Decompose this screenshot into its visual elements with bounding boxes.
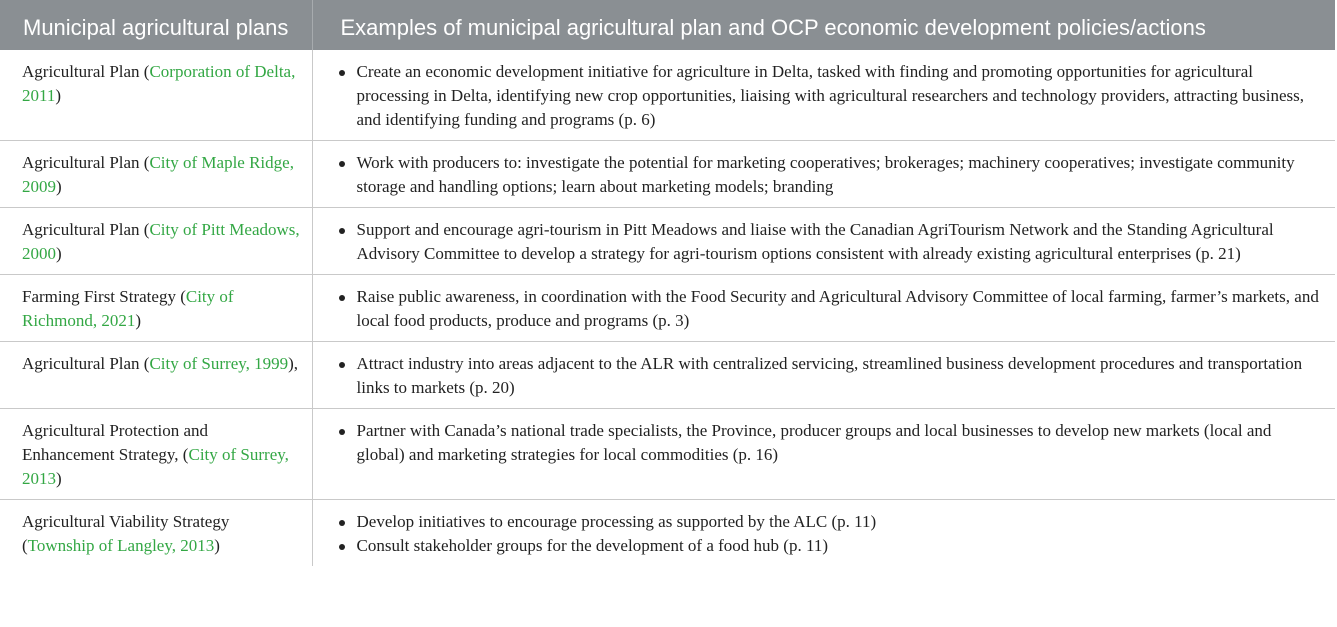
table-row bbox=[0, 409, 1335, 500]
actions-cell bbox=[312, 500, 1335, 567]
plan-name: Farming First Strategy ( bbox=[22, 287, 186, 306]
table-row bbox=[0, 500, 1335, 567]
table-row bbox=[0, 275, 1335, 342]
plan-suffix: ) bbox=[55, 86, 62, 105]
list-item bbox=[335, 510, 1322, 534]
plan-name: Agricultural Protection and Enhancement Strategy, ( bbox=[22, 421, 209, 464]
bullet-icon bbox=[339, 520, 345, 526]
action-text: Develop initiatives to encourage processing as supported by the ALC (p. 11) bbox=[356, 512, 877, 531]
actions-list bbox=[335, 352, 1322, 400]
list-item bbox=[335, 218, 1322, 266]
actions-cell bbox=[312, 275, 1335, 342]
bullet-icon bbox=[339, 362, 345, 368]
bullet-icon bbox=[339, 544, 345, 550]
table-row bbox=[0, 50, 1335, 141]
plan-suffix: ), bbox=[288, 354, 299, 373]
plan-cell bbox=[0, 342, 312, 409]
citation-link[interactable]: City of Surrey, 1999 bbox=[149, 354, 289, 373]
citation-link[interactable]: City of Richmond, 2021 bbox=[22, 287, 234, 330]
actions-list bbox=[335, 419, 1322, 467]
action-text: Partner with Canada’s national trade specialists, the Province, producer groups and local businesses to develop new markets (local and global) and marketing strategies for local commodities (p. 16) bbox=[356, 421, 1272, 464]
bullet-icon bbox=[339, 70, 345, 76]
bullet-icon bbox=[339, 228, 345, 234]
plan-name: Agricultural Plan ( bbox=[22, 220, 150, 239]
plan-cell bbox=[0, 50, 312, 141]
header-policies-actions: Examples of municipal agricultural plan and OCP economic development policies/actions bbox=[312, 0, 1335, 50]
list-item bbox=[335, 534, 1322, 558]
actions-list bbox=[335, 218, 1322, 266]
actions-cell bbox=[312, 141, 1335, 208]
list-item bbox=[335, 285, 1322, 333]
plan-cell bbox=[0, 275, 312, 342]
plan-suffix: ) bbox=[56, 469, 62, 488]
table-row bbox=[0, 141, 1335, 208]
actions-cell bbox=[312, 342, 1335, 409]
list-item bbox=[335, 151, 1322, 199]
actions-list bbox=[335, 510, 1322, 558]
action-text: Consult stakeholder groups for the development of a food hub (p. 11) bbox=[356, 536, 828, 555]
plan-cell bbox=[0, 208, 312, 275]
plan-name: Agricultural Viability Strategy ( bbox=[22, 512, 230, 555]
plan-suffix: ) bbox=[56, 177, 62, 196]
plan-name: Agricultural Plan ( bbox=[22, 354, 150, 373]
action-text: Support and encourage agri-tourism in Pitt Meadows and liaise with the Canadian AgriTourism Network and the Standing Agricultural Advisory Committee to develop a strategy for agri-tourism options consistent with already existing agricultural enterprises (p. 21) bbox=[356, 220, 1274, 263]
citation-link[interactable]: Corporation of Delta, 2011 bbox=[22, 62, 296, 105]
table-row bbox=[0, 208, 1335, 275]
citation-link[interactable]: City of Maple Ridge, 2009 bbox=[22, 153, 294, 196]
actions-list bbox=[335, 60, 1322, 132]
bullet-icon bbox=[339, 429, 345, 435]
actions-list bbox=[335, 151, 1322, 199]
action-text: Work with producers to: investigate the potential for marketing cooperatives; brokerages; machinery cooperatives; investigate community storage and handling options; learn about marketing models; branding bbox=[356, 153, 1295, 196]
plan-suffix: ) bbox=[135, 311, 142, 330]
bullet-icon bbox=[339, 161, 345, 167]
table-header-row bbox=[0, 0, 1335, 50]
list-item bbox=[335, 352, 1322, 400]
action-text: Attract industry into areas adjacent to the ALR with centralized servicing, streamlined business development procedures and transportation links to markets (p. 20) bbox=[356, 354, 1303, 397]
plan-cell bbox=[0, 500, 312, 567]
table-row bbox=[0, 342, 1335, 409]
citation-link[interactable]: City of Surrey, 2013 bbox=[22, 445, 289, 488]
actions-cell bbox=[312, 409, 1335, 500]
list-item bbox=[335, 60, 1322, 132]
plan-suffix: ) bbox=[214, 536, 220, 555]
plan-cell bbox=[0, 141, 312, 208]
header-municipal-plans: Municipal agricultural plans bbox=[0, 0, 312, 50]
action-text: Raise public awareness, in coordination with the Food Security and Agricultural Advisory Committee of local farming, farmer’s markets, and local food products, produce and programs (p. 3) bbox=[356, 287, 1319, 330]
citation-link[interactable]: City of Pitt Meadows, 2000 bbox=[22, 220, 300, 263]
plan-suffix: ) bbox=[56, 244, 62, 263]
plan-name: Agricultural Plan ( bbox=[22, 62, 150, 81]
action-text: Create an economic development initiative for agriculture in Delta, tasked with finding and promoting opportunities for agricultural processing in Delta, identifying new crop opportunities, liaising with agricultural researchers and technology providers, attracting business, and identifying funding and programs (p. 6) bbox=[356, 62, 1305, 129]
plan-cell bbox=[0, 409, 312, 500]
actions-list bbox=[335, 285, 1322, 333]
citation-link[interactable]: Township of Langley, 2013 bbox=[27, 536, 215, 555]
actions-cell bbox=[312, 50, 1335, 141]
actions-cell bbox=[312, 208, 1335, 275]
list-item bbox=[335, 419, 1322, 467]
bullet-icon bbox=[339, 295, 345, 301]
plan-name: Agricultural Plan ( bbox=[22, 153, 150, 172]
